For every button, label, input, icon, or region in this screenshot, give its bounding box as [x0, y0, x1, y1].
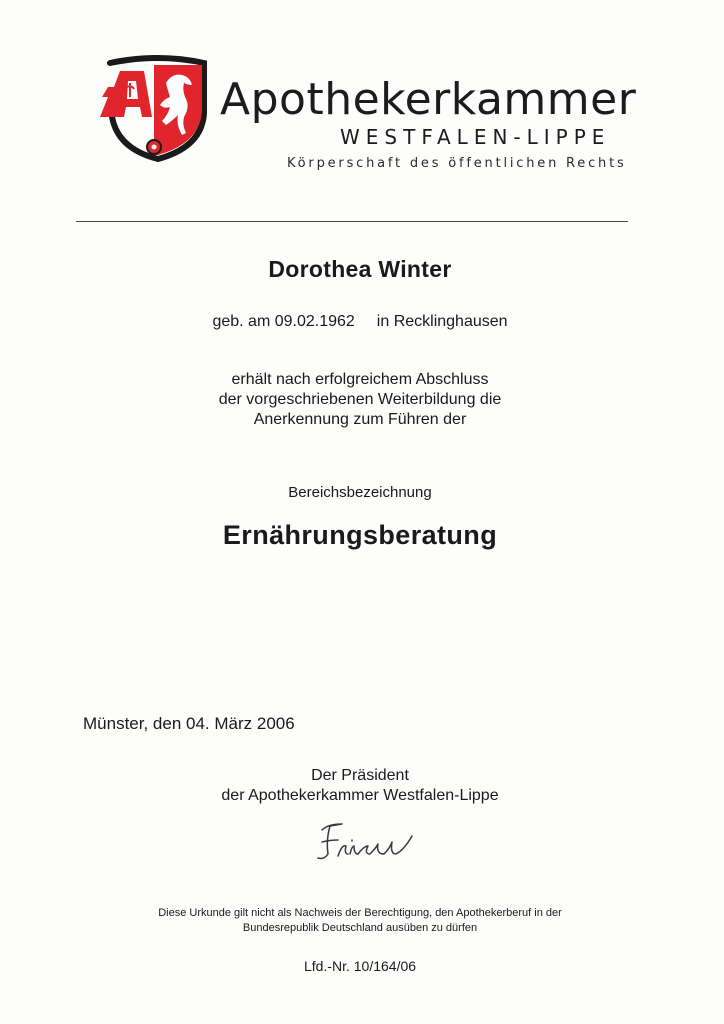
org-legal-status: Körperschaft des öffentlichen Rechts — [287, 156, 627, 171]
president-org: der Apothekerkammer Westfalen-Lippe — [221, 787, 499, 804]
org-name: Apothekerkammer — [220, 74, 637, 125]
president-block — [60, 766, 660, 806]
designation-title: Ernährungsberatung — [222, 520, 498, 550]
intro-line: der vorgeschriebenen Weiterbildung die — [218, 391, 502, 408]
birth-info — [60, 313, 660, 331]
birth-place: in Recklinghausen — [376, 313, 508, 330]
disclaimer-line: Diese Urkunde gilt nicht als Nachweis der Berechtigung, den Apothekerberuf in der — [158, 907, 562, 919]
birth-date: geb. am 09.02.1962 — [212, 313, 355, 330]
intro-line: erhält nach erfolgreichem Abschluss — [231, 371, 489, 388]
serial-number: Lfd.-Nr. 10/164/06 — [303, 958, 417, 974]
header-divider — [76, 221, 628, 222]
org-region: WESTFALEN-LIPPE — [340, 125, 611, 149]
chamber-logo — [98, 55, 210, 163]
disclaimer — [60, 906, 660, 936]
designation-label: Bereichsbezeichnung — [288, 484, 432, 501]
president-title: Der Präsident — [311, 767, 409, 784]
intro-text — [60, 370, 660, 430]
president-signature — [308, 810, 428, 870]
intro-line: Anerkennung zum Führen der — [253, 411, 467, 428]
place-date: Münster, den 04. März 2006 — [83, 714, 295, 733]
recipient-name: Dorothea Winter — [268, 256, 452, 282]
disclaimer-line: Bundesrepublik Deutschland ausüben zu dürfen — [242, 922, 478, 934]
